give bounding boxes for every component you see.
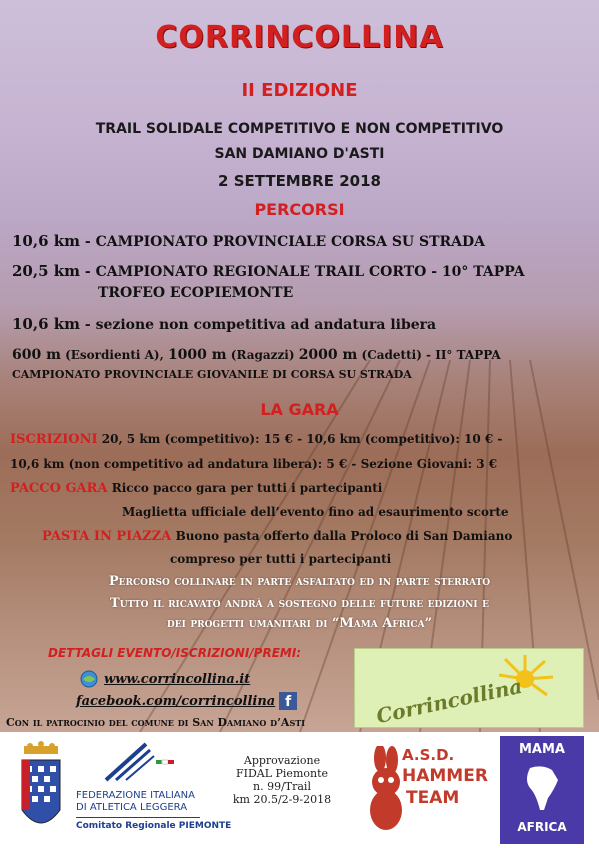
pacco-gara-text: Ricco pacco gara per tutti i partecipanti bbox=[107, 481, 383, 495]
globe-icon bbox=[80, 670, 98, 688]
race-distance: 10,6 km bbox=[12, 232, 81, 250]
iscrizioni-label: ISCRIZIONI bbox=[10, 432, 98, 447]
website-row[interactable] bbox=[80, 670, 250, 688]
africa-label: AFRICA bbox=[517, 820, 567, 834]
youth-distance-3: 2000 m bbox=[298, 347, 358, 363]
race-item-3 bbox=[12, 315, 436, 333]
fidal-name-1: FEDERAZIONE ITALIANA bbox=[76, 790, 195, 801]
race-item-2 bbox=[12, 262, 525, 280]
note-ricavato: Tutto il ricavato andrà a sostegno delle future edizioni e bbox=[110, 596, 489, 611]
youth-cat-2: (Ragazzi) bbox=[226, 348, 299, 362]
note-mama-africa: dei progetti umanitari di “Mama Africa” bbox=[166, 616, 433, 631]
youth-distance-2: 1000 m bbox=[167, 347, 227, 363]
iscrizioni-prices-1: 20, 5 km (competitivo): 15 € - 10,6 km (competitivo): 10 € - bbox=[97, 432, 503, 446]
approval-line-3: n. 99/Trail bbox=[253, 780, 311, 793]
iscrizioni-line-1 bbox=[10, 432, 502, 447]
africa-icon bbox=[522, 764, 562, 814]
edition-label: II EDIZIONE bbox=[241, 80, 358, 101]
sponsor-footer bbox=[0, 732, 599, 848]
youth-races bbox=[12, 347, 501, 363]
pacco-gara-line-2: Maglietta ufficiale dell’evento fino ad esaurimento scorte bbox=[122, 505, 509, 519]
facebook-icon: f bbox=[279, 692, 297, 710]
pasta-line-1 bbox=[42, 529, 512, 544]
corrincollina-logo bbox=[354, 648, 584, 728]
youth-cat-1: (Esordienti A), bbox=[60, 348, 168, 362]
hammer-asd: A.S.D. bbox=[402, 746, 455, 764]
pacco-gara-label: PACCO GARA bbox=[10, 481, 108, 496]
fidal-approval bbox=[222, 754, 342, 806]
percorsi-heading: PERCORSI bbox=[254, 200, 345, 219]
note-percorso: Percorso collinare in parte asfaltato ed in parte sterrato bbox=[108, 574, 491, 589]
race-item-2-line2: TROFEO ECOPIEMONTE bbox=[98, 285, 294, 301]
event-date: 2 SETTEMBRE 2018 bbox=[218, 172, 381, 190]
subtitle-location: SAN DAMIANO D'ASTI bbox=[214, 146, 385, 162]
approval-line-4: km 20.5/2-9-2018 bbox=[232, 793, 332, 806]
mama-label: MAMA bbox=[519, 742, 565, 757]
fidal-committee: Comitato Regionale PIEMONTE bbox=[76, 817, 200, 831]
mama-africa-logo bbox=[500, 736, 584, 844]
pasta-text: Buono pasta offerto dalla Proloco di San Damiano bbox=[171, 529, 513, 543]
race-description: - CAMPIONATO REGIONALE TRAIL CORTO - 10° TAPPA bbox=[80, 264, 525, 280]
iscrizioni-line-2: 10,6 km (non competitivo ad andatura libera): 5 € - Sezione Giovani: 3 € bbox=[10, 457, 498, 471]
approval-line-2: FIDAL Piemonte bbox=[235, 767, 329, 780]
crest-icon bbox=[18, 740, 64, 840]
la-gara-heading: LA GARA bbox=[260, 400, 339, 419]
pasta-label: PASTA IN PIAZZA bbox=[42, 529, 172, 544]
fidal-name-2: DI ATLETICA LEGGERA bbox=[76, 802, 188, 813]
fidal-emblem-icon bbox=[76, 740, 200, 786]
fidal-logo bbox=[76, 740, 232, 840]
website-link[interactable]: www.corrincollina.it bbox=[104, 671, 251, 687]
details-label: DETTAGLI EVENTO/ISCRIZIONI/PREMI: bbox=[48, 646, 302, 660]
youth-cat-3: (Cadetti) - II° TAPPA bbox=[357, 348, 501, 362]
subtitle-trail: TRAIL SOLIDALE COMPETITIVO E NON COMPETITIVO bbox=[95, 121, 504, 137]
logo-wordmark: Corrincollina bbox=[374, 673, 525, 729]
race-distance: 20,5 km bbox=[12, 262, 81, 280]
hammer-team: TEAM bbox=[406, 788, 460, 808]
hammer-name: HAMMER bbox=[402, 766, 488, 786]
race-distance: 10,6 km bbox=[12, 315, 81, 333]
facebook-row[interactable] bbox=[76, 692, 297, 710]
approval-line-1: Approvazione bbox=[243, 754, 321, 767]
patronage-text: Con il patrocinio del comune di San Damiano d’Asti bbox=[6, 716, 305, 729]
race-description: - CAMPIONATO PROVINCIALE CORSA SU STRADA bbox=[80, 234, 486, 250]
youth-championship: CAMPIONATO PROVINCIALE GIOVANILE DI CORSA SU STRADA bbox=[12, 368, 412, 381]
facebook-link[interactable]: facebook.com/corrincollina bbox=[76, 693, 276, 709]
event-title: CORRINCOLLINA bbox=[155, 20, 444, 55]
race-item-1 bbox=[12, 232, 485, 250]
pasta-line-2: compreso per tutti i partecipanti bbox=[170, 552, 392, 566]
youth-distance-1: 600 m bbox=[12, 347, 61, 363]
pacco-gara-line-1 bbox=[10, 481, 382, 496]
hammer-team-logo bbox=[362, 742, 490, 842]
race-description: - sezione non competitiva ad andatura libera bbox=[80, 317, 437, 333]
